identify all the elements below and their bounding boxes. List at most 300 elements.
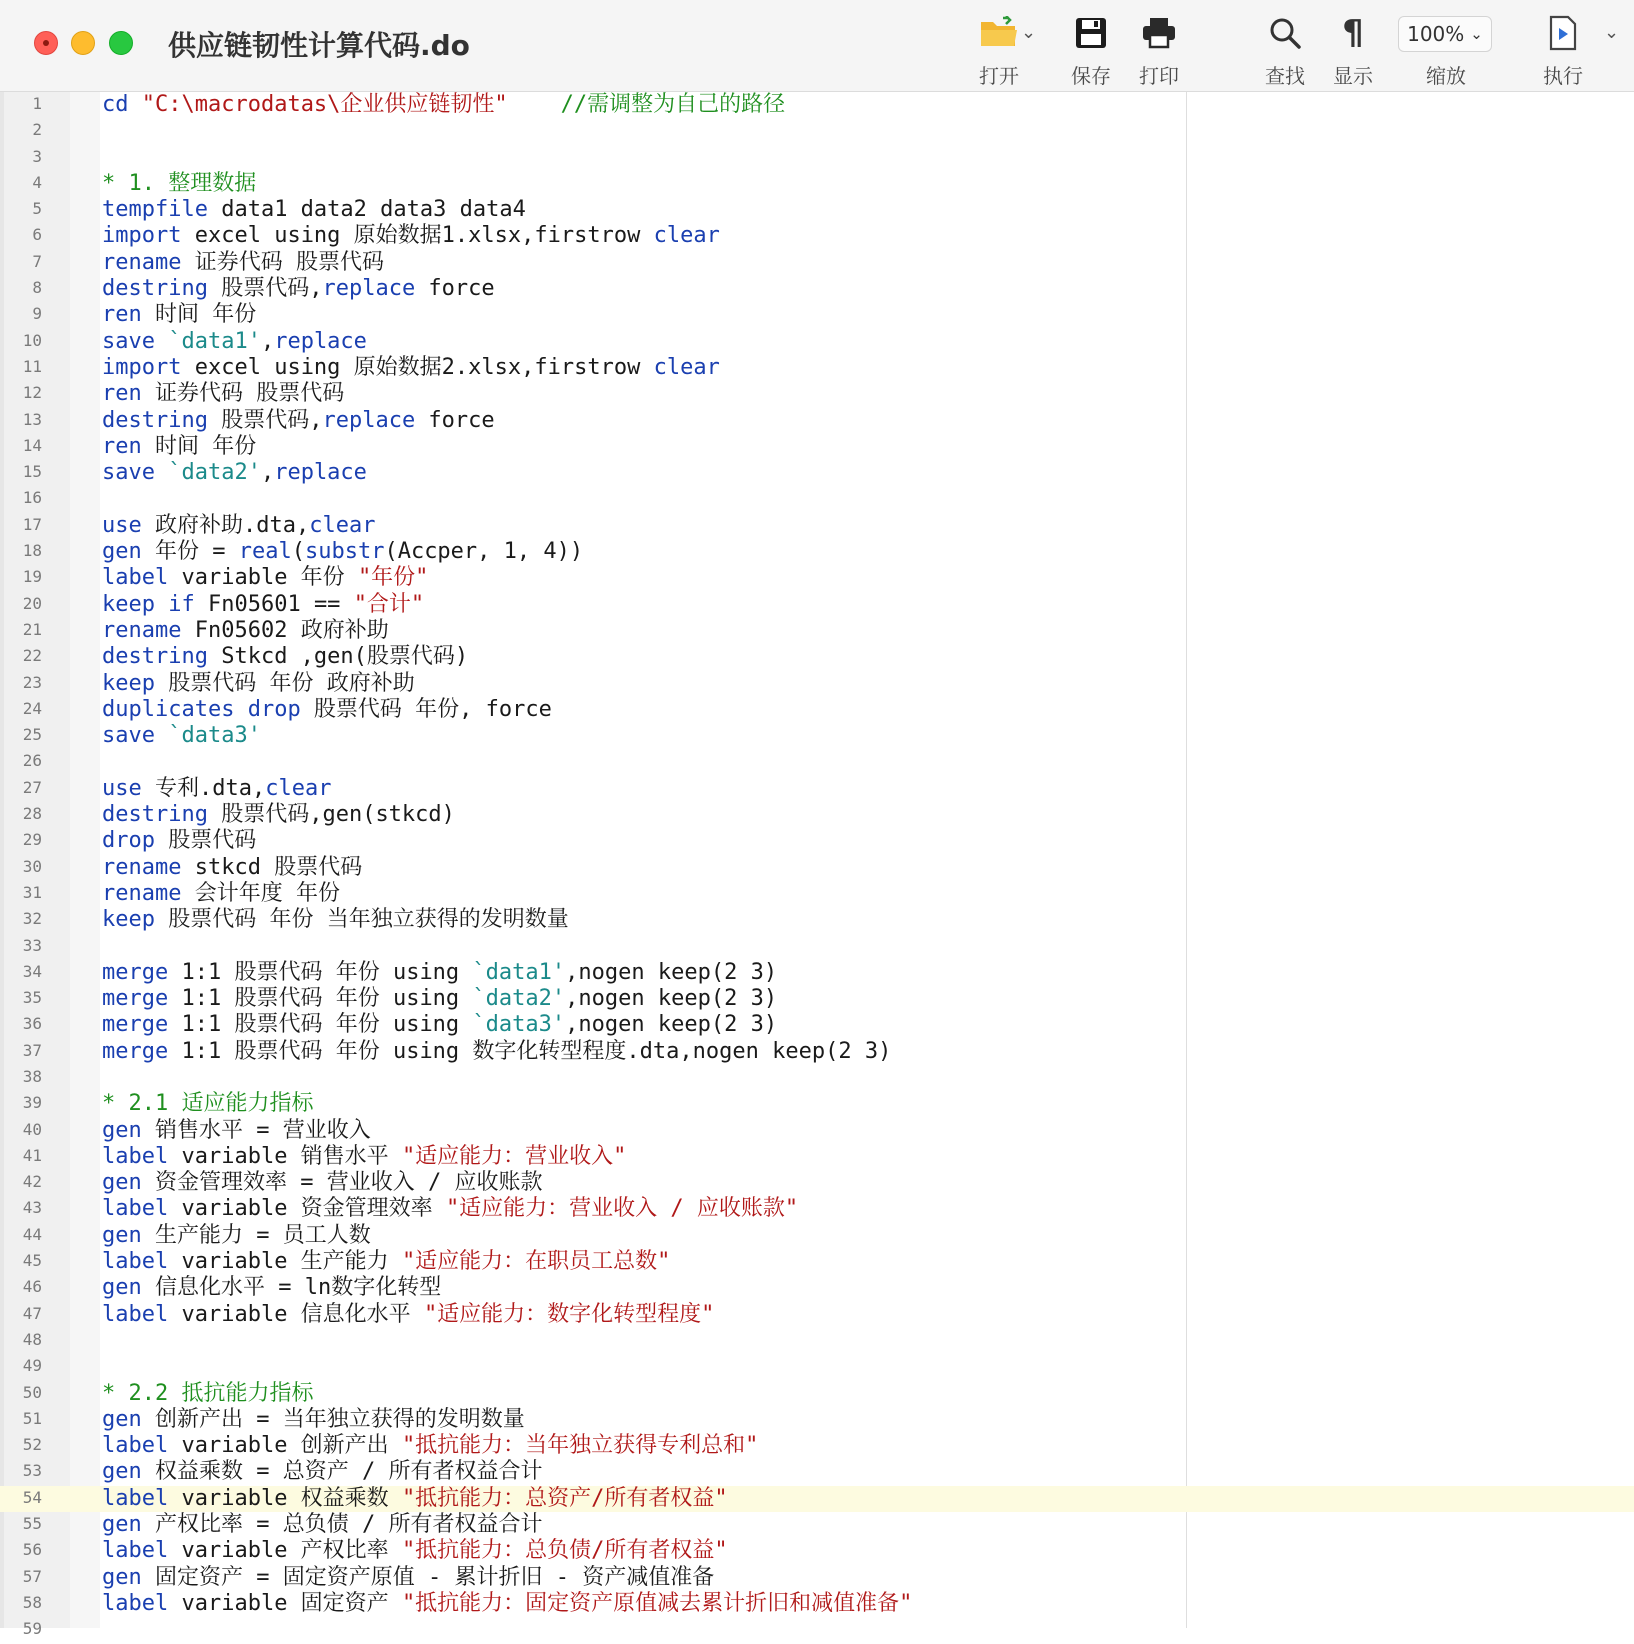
code-token	[155, 723, 168, 748]
code-line[interactable]	[0, 1459, 1634, 1485]
code-token: `data2'	[168, 460, 261, 486]
code-token: 时间 年份	[141, 302, 257, 328]
code-token: variable 信息化水平	[168, 1301, 424, 1327]
code-text[interactable]	[102, 381, 344, 407]
code-text[interactable]	[102, 250, 384, 276]
code-token: "C:\macrodatas\企业供应链韧性"	[141, 92, 508, 117]
code-line[interactable]	[0, 1354, 1634, 1380]
code-token: label	[102, 1143, 169, 1169]
code-line[interactable]	[0, 329, 1634, 355]
code-line[interactable]	[0, 408, 1634, 434]
code-token: force	[415, 407, 495, 433]
line-number: 58	[22, 1592, 42, 1612]
line-number: 46	[22, 1277, 42, 1297]
code-token: 股票代码 年份 政府补助	[154, 670, 415, 696]
code-line[interactable]	[0, 749, 1634, 775]
line-number: 28	[22, 804, 42, 824]
code-line[interactable]	[0, 145, 1634, 171]
code-token: gen	[102, 1459, 142, 1485]
code-token: clear	[265, 775, 332, 801]
code-token: gen	[102, 1564, 142, 1590]
show-invisibles-button[interactable]: ¶ 显示	[1320, 10, 1386, 89]
code-token: replace	[274, 460, 367, 486]
code-token: rename	[102, 249, 182, 275]
code-token: 固定资产 = 固定资产原值 - 累计折旧 - 资产减值准备	[141, 1564, 715, 1590]
line-number: 40	[22, 1119, 42, 1139]
code-token: variable 产权比率	[168, 1538, 402, 1564]
code-token: "抵抗能力：固定资产原值减去累计折旧和减值准备"	[401, 1590, 913, 1616]
code-text[interactable]	[102, 671, 415, 697]
code-line[interactable]	[0, 1565, 1634, 1591]
code-text[interactable]	[102, 92, 785, 118]
code-token: clear	[309, 512, 376, 538]
line-number: 16	[22, 488, 42, 508]
line-number: 53	[22, 1461, 42, 1481]
line-number: 51	[22, 1408, 42, 1428]
code-token: "抵抗能力：总负债/所有者权益"	[401, 1538, 728, 1564]
line-number: 15	[22, 462, 42, 482]
line-number: 43	[22, 1198, 42, 1218]
code-token: 股票代码,	[207, 407, 323, 433]
code-text[interactable]	[102, 1275, 441, 1301]
code-token: (Accper, 1, 4))	[384, 539, 584, 565]
code-token: variable 固定资产	[168, 1590, 402, 1616]
code-line[interactable]	[0, 434, 1634, 460]
code-token: ,nogen keep(2 3)	[565, 1012, 778, 1038]
line-number: 50	[22, 1382, 42, 1402]
code-line[interactable]	[0, 513, 1634, 539]
code-token: drop	[102, 828, 155, 854]
code-line[interactable]	[0, 802, 1634, 828]
code-token: keep	[102, 591, 155, 617]
line-number: 44	[22, 1224, 42, 1244]
code-token: * 1. 整理数据	[102, 170, 257, 196]
code-line[interactable]	[0, 171, 1634, 197]
line-number: 24	[22, 698, 42, 718]
code-text[interactable]	[102, 960, 777, 986]
line-number: 55	[22, 1514, 42, 1534]
code-token: 生产能力 = 员工人数	[141, 1222, 371, 1248]
code-token: gen	[102, 1512, 142, 1538]
code-token: 1:1 股票代码 年份 using	[168, 986, 473, 1012]
code-line[interactable]	[0, 1196, 1634, 1222]
code-line[interactable]	[0, 1617, 1634, 1643]
line-number: 8	[32, 278, 42, 298]
code-line[interactable]	[0, 355, 1634, 381]
code-token: 证券代码 股票代码	[181, 249, 384, 275]
code-line[interactable]	[0, 1538, 1634, 1564]
line-number: 9	[32, 304, 42, 324]
code-text[interactable]	[102, 1486, 728, 1512]
code-line[interactable]	[0, 1223, 1634, 1249]
code-line[interactable]	[0, 934, 1634, 960]
code-text[interactable]	[102, 197, 526, 223]
line-number: 56	[22, 1540, 42, 1560]
code-line[interactable]	[0, 1407, 1634, 1433]
code-text[interactable]	[102, 1249, 670, 1275]
code-token: 政府补助.dta,	[141, 512, 310, 538]
code-token: variable 资金管理效率	[168, 1196, 446, 1222]
code-text[interactable]	[102, 1459, 542, 1485]
code-token: ,	[260, 460, 275, 486]
code-token: excel using 原始数据1.xlsx,firstrow	[181, 223, 654, 249]
line-number: 48	[22, 1329, 42, 1349]
code-line[interactable]	[0, 986, 1634, 1012]
code-token: gen	[102, 1275, 142, 1301]
code-token: cd	[102, 92, 129, 117]
line-number: 34	[22, 961, 42, 981]
maximize-window-button[interactable]	[109, 31, 133, 55]
line-number: 39	[22, 1093, 42, 1113]
line-number: 11	[22, 356, 42, 376]
code-token: save	[102, 460, 155, 486]
code-text[interactable]	[102, 171, 256, 197]
save-button[interactable]: 保存	[1058, 10, 1124, 89]
code-text[interactable]	[102, 1591, 912, 1617]
code-token: variable 销售水平	[168, 1143, 402, 1169]
code-token: keep	[102, 670, 155, 696]
line-number: 36	[22, 1014, 42, 1034]
code-line[interactable]	[0, 671, 1634, 697]
code-token: 1:1 股票代码 年份 using	[168, 959, 473, 985]
code-line[interactable]	[0, 644, 1634, 670]
code-editor[interactable]	[0, 92, 1634, 1644]
code-line[interactable]	[0, 302, 1634, 328]
code-token: destring	[102, 644, 208, 670]
code-token: label	[102, 565, 169, 591]
code-line[interactable]	[0, 1381, 1634, 1407]
line-number: 59	[22, 1619, 42, 1639]
code-token: drop	[247, 696, 301, 722]
code-token: clear	[653, 354, 720, 380]
code-text[interactable]	[102, 1407, 525, 1433]
line-number: 33	[22, 935, 42, 955]
code-token: * 2.2 抵抗能力指标	[102, 1380, 314, 1406]
code-line[interactable]	[0, 855, 1634, 881]
code-text[interactable]	[102, 592, 424, 618]
code-text[interactable]	[102, 460, 367, 486]
code-text[interactable]	[102, 1196, 798, 1222]
code-token: replace	[322, 276, 416, 302]
code-line[interactable]	[0, 881, 1634, 907]
code-token: replace	[274, 328, 367, 354]
code-token: 1:1 股票代码 年份 using 数字化转型程度.dta,nogen keep(2 3)	[168, 1038, 892, 1064]
line-number: 26	[22, 751, 42, 771]
code-line[interactable]	[0, 1302, 1634, 1328]
code-token: label	[102, 1485, 169, 1511]
line-number: 17	[22, 514, 42, 534]
code-token: merge	[102, 1012, 169, 1038]
code-token: gen	[102, 539, 142, 565]
code-token: label	[102, 1249, 169, 1275]
line-number: 13	[22, 409, 42, 429]
code-token: 1:1 股票代码 年份 using	[168, 1012, 473, 1038]
code-token: ,nogen keep(2 3)	[565, 986, 778, 1012]
code-token: "年份"	[357, 565, 429, 591]
code-token: data1 data2 data3 data4	[207, 197, 526, 223]
code-token: clear	[653, 223, 720, 249]
code-line[interactable]	[0, 250, 1634, 276]
code-token: merge	[102, 1038, 169, 1064]
code-line[interactable]	[0, 592, 1634, 618]
code-token: 会计年度 年份	[181, 880, 340, 906]
line-number: 22	[22, 646, 42, 666]
code-line[interactable]	[0, 565, 1634, 591]
code-text[interactable]	[102, 881, 340, 907]
code-text[interactable]	[102, 1170, 542, 1196]
code-text[interactable]	[102, 223, 720, 249]
code-token: gen	[102, 1170, 142, 1196]
code-text[interactable]	[102, 513, 375, 539]
code-text[interactable]	[102, 723, 261, 749]
floppy-disk-icon	[1058, 10, 1124, 56]
code-token: tempfile	[102, 197, 208, 223]
code-line[interactable]	[0, 1170, 1634, 1196]
code-line[interactable]	[0, 1275, 1634, 1301]
code-token: `data1'	[168, 328, 261, 354]
code-text[interactable]	[102, 276, 495, 302]
code-line[interactable]	[0, 381, 1634, 407]
code-line[interactable]	[0, 1328, 1634, 1354]
code-line[interactable]	[0, 1486, 1634, 1512]
zoom-select[interactable]: 100% ⌄	[1398, 16, 1492, 52]
code-line[interactable]	[0, 460, 1634, 486]
code-token: 产权比率 = 总负债 / 所有者权益合计	[141, 1512, 543, 1538]
close-window-button[interactable]	[34, 31, 58, 55]
code-text[interactable]	[102, 1118, 371, 1144]
code-text[interactable]	[102, 1302, 714, 1328]
code-token: label	[102, 1433, 169, 1459]
line-number: 42	[22, 1172, 42, 1192]
zoom-control[interactable]: 100% ⌄ 缩放	[1398, 10, 1494, 89]
code-text[interactable]	[102, 1512, 542, 1538]
code-text[interactable]	[102, 1565, 714, 1591]
line-number: 3	[32, 146, 42, 166]
code-text[interactable]	[102, 802, 455, 828]
code-text[interactable]	[102, 1433, 758, 1459]
code-line[interactable]	[0, 486, 1634, 512]
line-number: 14	[22, 435, 42, 455]
code-token	[155, 592, 168, 617]
code-line[interactable]	[0, 697, 1634, 723]
code-token: rename	[102, 854, 182, 880]
code-token: "合计"	[353, 591, 425, 617]
code-token: (	[291, 539, 305, 565]
code-token: variable 年份	[168, 565, 358, 591]
code-text[interactable]	[102, 855, 362, 881]
code-text[interactable]	[102, 1144, 626, 1170]
code-token: duplicates	[102, 696, 235, 722]
code-token	[508, 92, 561, 117]
line-number: 25	[22, 725, 42, 745]
code-line[interactable]	[0, 828, 1634, 854]
line-number: 5	[32, 199, 42, 219]
code-token: Fn05602 政府补助	[181, 617, 389, 643]
code-text[interactable]	[102, 644, 468, 670]
code-token: real	[238, 539, 292, 565]
code-line[interactable]	[0, 1012, 1634, 1038]
line-number: 49	[22, 1356, 42, 1376]
open-button[interactable]: 打开	[966, 10, 1032, 89]
line-number: 10	[22, 330, 42, 350]
code-token: 销售水平 = 营业收入	[141, 1117, 371, 1143]
line-number: 32	[22, 909, 42, 929]
code-token: 股票代码 年份 当年独立获得的发明数量	[154, 907, 569, 933]
execute-options-chevron-down-icon[interactable]: ⌄	[1604, 22, 1620, 43]
code-line[interactable]	[0, 907, 1634, 933]
code-token: gen	[102, 1117, 142, 1143]
line-number: 21	[22, 619, 42, 639]
code-token: `data2'	[472, 986, 566, 1012]
code-line[interactable]	[0, 1091, 1634, 1117]
code-text[interactable]	[102, 907, 569, 933]
line-number: 20	[22, 593, 42, 613]
line-number: 38	[22, 1066, 42, 1086]
code-line[interactable]	[0, 1065, 1634, 1091]
code-line[interactable]	[0, 539, 1634, 565]
code-token: 专利.dta,	[141, 775, 266, 801]
code-token: 创新产出 = 当年独立获得的发明数量	[141, 1406, 525, 1432]
code-line[interactable]	[0, 618, 1634, 644]
code-token: ,	[260, 328, 275, 354]
code-text[interactable]	[102, 1538, 728, 1564]
code-text[interactable]	[102, 1223, 371, 1249]
code-text[interactable]	[102, 539, 583, 565]
code-line[interactable]	[0, 960, 1634, 986]
code-token: "抵抗能力：当年独立获得专利总和"	[401, 1433, 759, 1459]
code-token: 时间 年份	[141, 433, 257, 459]
line-number: 19	[22, 567, 42, 587]
chevron-down-icon: ⌄	[1470, 25, 1483, 43]
find-button[interactable]: 查找	[1252, 10, 1318, 89]
code-text[interactable]	[102, 776, 331, 802]
search-icon	[1252, 10, 1318, 56]
code-token: `data3'	[472, 1012, 566, 1038]
code-token: import	[102, 354, 182, 380]
code-token: label	[102, 1590, 169, 1616]
code-token: merge	[102, 959, 169, 985]
code-text[interactable]	[102, 408, 495, 434]
line-number: 23	[22, 672, 42, 692]
code-text[interactable]	[102, 986, 777, 1012]
minimize-window-button[interactable]	[71, 31, 95, 55]
open-recent-chevron-down-icon[interactable]: ⌄	[1021, 22, 1037, 43]
code-line[interactable]	[0, 776, 1634, 802]
code-token: save	[102, 723, 155, 749]
code-token: 年份 =	[141, 539, 239, 565]
code-token: rename	[102, 617, 182, 643]
line-number: 57	[22, 1566, 42, 1586]
line-number: 29	[22, 830, 42, 850]
code-token: excel using 原始数据2.xlsx,firstrow	[181, 354, 654, 380]
line-number: 37	[22, 1040, 42, 1060]
code-token: 证券代码 股票代码	[141, 381, 345, 407]
code-token: 股票代码,	[207, 276, 323, 302]
execute-button[interactable]: 执行	[1530, 10, 1596, 89]
printer-icon	[1126, 10, 1192, 56]
code-token: Fn05601 ==	[194, 591, 354, 617]
line-number: 45	[22, 1251, 42, 1271]
code-token: import	[102, 223, 182, 249]
line-number: 47	[22, 1303, 42, 1323]
code-token: ren	[102, 381, 142, 407]
code-token: `data3'	[168, 723, 261, 749]
code-token: gen	[102, 1406, 142, 1432]
code-token: * 2.1 适应能力指标	[102, 1091, 314, 1117]
code-token: "抵抗能力：总资产/所有者权益"	[401, 1485, 728, 1511]
code-text[interactable]	[102, 828, 256, 854]
code-text[interactable]	[102, 1012, 777, 1038]
line-number: 54	[22, 1487, 42, 1507]
code-token: //需调整为自己的路径	[560, 92, 786, 117]
code-line[interactable]	[0, 1039, 1634, 1065]
code-line[interactable]	[0, 1144, 1634, 1170]
code-text[interactable]	[102, 302, 256, 328]
code-text[interactable]	[102, 434, 256, 460]
code-token: ,nogen keep(2 3)	[565, 959, 778, 985]
line-number: 35	[22, 988, 42, 1008]
code-text[interactable]	[102, 329, 367, 355]
code-token: substr	[304, 539, 385, 565]
code-text[interactable]	[102, 1381, 313, 1407]
code-token: Stkcd ,gen(股票代码)	[207, 644, 469, 670]
code-line[interactable]	[0, 1591, 1634, 1617]
code-text[interactable]	[102, 565, 428, 591]
code-token	[129, 92, 142, 117]
code-line[interactable]	[0, 1433, 1634, 1459]
code-token: label	[102, 1538, 169, 1564]
code-line[interactable]	[0, 1118, 1634, 1144]
code-token: stkcd 股票代码	[181, 854, 363, 880]
run-document-icon	[1530, 10, 1596, 56]
code-token: force	[415, 276, 495, 302]
code-text[interactable]	[102, 355, 720, 381]
code-text[interactable]	[102, 1039, 891, 1065]
code-line[interactable]	[0, 92, 1634, 118]
code-line[interactable]	[0, 223, 1634, 249]
code-line[interactable]	[0, 723, 1634, 749]
code-line[interactable]	[0, 118, 1634, 144]
code-token: 信息化水平 = ln数字化转型	[141, 1275, 442, 1301]
line-number: 12	[22, 383, 42, 403]
code-token: merge	[102, 986, 169, 1012]
line-number: 7	[32, 251, 42, 271]
window-title: 供应链韧性计算代码.do	[168, 29, 470, 62]
code-text[interactable]	[102, 1091, 313, 1117]
toolbar	[0, 0, 1634, 92]
line-number: 18	[22, 541, 42, 561]
code-token: keep	[102, 907, 155, 933]
code-token: replace	[322, 407, 416, 433]
line-number: 27	[22, 777, 42, 797]
code-token: 股票代码,gen(stkcd)	[207, 802, 455, 828]
code-line[interactable]	[0, 197, 1634, 223]
code-token: ren	[102, 302, 142, 328]
code-token: destring	[102, 276, 208, 302]
code-line[interactable]	[0, 276, 1634, 302]
code-text[interactable]	[102, 618, 389, 644]
code-token: label	[102, 1301, 169, 1327]
code-line[interactable]	[0, 1512, 1634, 1538]
code-line[interactable]	[0, 1249, 1634, 1275]
code-token	[234, 697, 247, 722]
code-token: "适应能力：营业收入 / 应收账款"	[445, 1196, 799, 1222]
code-text[interactable]	[102, 697, 552, 723]
code-token: variable 创新产出	[168, 1433, 402, 1459]
line-number: 1	[32, 94, 42, 113]
print-button[interactable]: 打印	[1126, 10, 1192, 89]
line-number: 6	[32, 225, 42, 245]
